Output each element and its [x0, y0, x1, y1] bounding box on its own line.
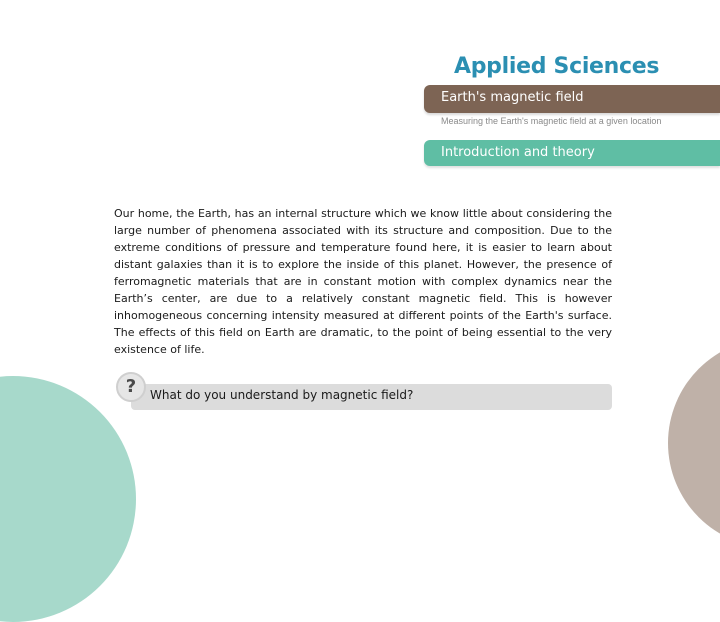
question-mark-icon: ?	[116, 372, 146, 402]
topic-bar	[424, 85, 720, 113]
topic-title: Earth's magnetic field	[441, 90, 584, 105]
question-text: What do you understand by magnetic field?	[150, 388, 414, 402]
decorative-circle-teal	[0, 376, 136, 622]
question-box	[131, 384, 612, 410]
decorative-circle-brown	[668, 338, 720, 548]
section-title: Introduction and theory	[441, 145, 595, 160]
brand-title: Applied Sciences	[454, 54, 660, 79]
topic-subtitle: Measuring the Earth's magnetic field at a given location	[441, 116, 662, 126]
body-paragraph: Our home, the Earth, has an internal structure which we know little about considering the large number of phenomena associated with its structure and composition. Due to the extreme conditions of pressure and temperature found here, it is easier to learn about distant galaxies than it is to explore the inside of this planet. However, the presence of ferromagnetic materials that are in constant motion with complex dynamics near the Earth’s center, are due to a relatively constant magnetic field. This is however inhomogeneous concerning intensity measured at different points of the Earth's surface. The effects of this field on Earth are dramatic, to the point of being essential to the very existence of life.	[114, 207, 612, 356]
section-bar	[424, 140, 720, 166]
